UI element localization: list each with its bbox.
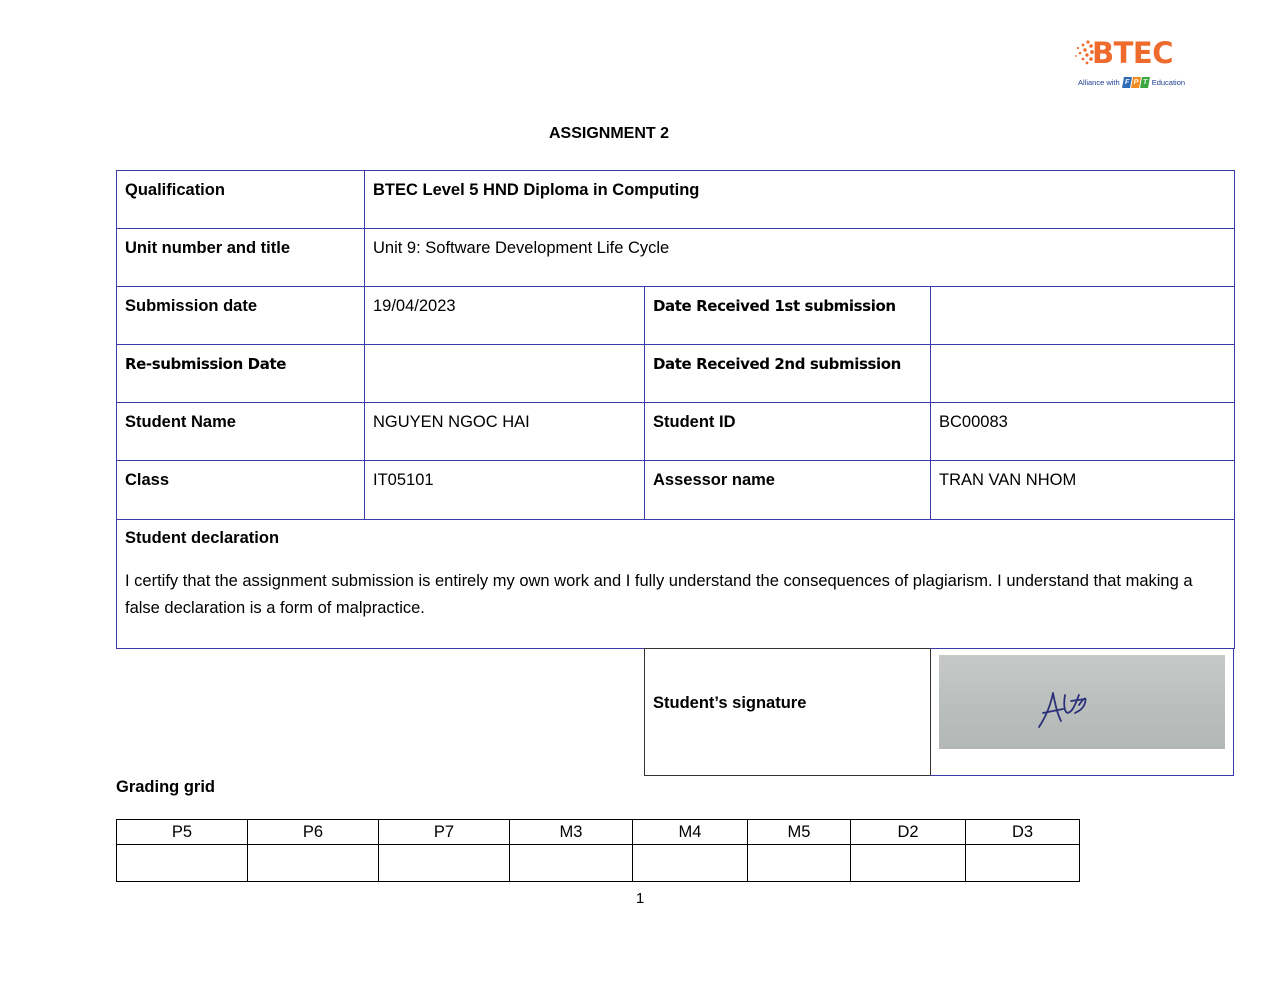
- grading-grid-title: Grading grid: [116, 778, 215, 796]
- submission-date-label: Submission date: [117, 287, 365, 345]
- page-number: 1: [635, 890, 645, 907]
- assessor-value: TRAN VAN NHOM: [931, 461, 1235, 520]
- student-name-value: NGUYEN NGOC HAI: [365, 403, 645, 461]
- logo-brand: BTEC: [1092, 36, 1173, 70]
- class-value: IT05101: [365, 461, 645, 520]
- grade-cell-m4: [633, 845, 748, 882]
- grade-header-d3: D3: [966, 820, 1080, 845]
- date-received-2-value: [931, 345, 1235, 403]
- signature-block: [644, 648, 1234, 776]
- signature-image: [939, 655, 1225, 749]
- unit-label: Unit number and title: [117, 229, 365, 287]
- signature-cell: [930, 648, 1234, 776]
- btec-logo: [1072, 36, 1184, 94]
- grade-header-p5: P5: [117, 820, 248, 845]
- fpt-p: P: [1131, 77, 1141, 88]
- student-id-value: BC00083: [931, 403, 1235, 461]
- submission-date-value: 19/04/2023: [365, 287, 645, 345]
- date-received-1-value: [931, 287, 1235, 345]
- education-text: Education: [1151, 78, 1186, 87]
- grading-grid: [116, 819, 1080, 882]
- grade-cell-d3: [966, 845, 1080, 882]
- grade-header-m4: M4: [633, 820, 748, 845]
- grade-header-m5: M5: [748, 820, 851, 845]
- grade-header-p7: P7: [379, 820, 510, 845]
- class-label: Class: [117, 461, 365, 520]
- signature-scribble-icon: [939, 655, 1225, 749]
- declaration-text: I certify that the assignment submission is entirely my own work and I fully understand the consequences of plagiarism. I understand that making a false declaration is a form of malpractice.: [125, 572, 1193, 617]
- student-declaration: [117, 520, 1235, 649]
- grade-cell-p7: [379, 845, 510, 882]
- qualification-value: BTEC Level 5 HND Diploma in Computing: [365, 171, 1235, 229]
- fpt-f: F: [1122, 77, 1132, 88]
- grade-cell-m5: [748, 845, 851, 882]
- grade-header-p6: P6: [248, 820, 379, 845]
- assessor-label: Assessor name: [645, 461, 931, 520]
- grade-cell-p6: [248, 845, 379, 882]
- student-id-label: Student ID: [645, 403, 931, 461]
- resubmission-date-value: [365, 345, 645, 403]
- logo-alliance: [1078, 77, 1185, 88]
- qualification-label: Qualification: [117, 171, 365, 229]
- signature-label: Student’s signature: [644, 648, 931, 776]
- date-received-1-label: Date Received 1st submission: [645, 287, 931, 345]
- date-received-2-label: Date Received 2nd submission: [645, 345, 931, 403]
- grade-header-d2: D2: [851, 820, 966, 845]
- grade-cell-d2: [851, 845, 966, 882]
- page-title: ASSIGNMENT 2: [548, 125, 669, 142]
- resubmission-date-label: Re-submission Date: [117, 345, 365, 403]
- fpt-t: T: [1140, 77, 1150, 88]
- alliance-text: Alliance with: [1078, 78, 1120, 87]
- student-name-label: Student Name: [117, 403, 365, 461]
- declaration-title: Student declaration: [125, 529, 280, 547]
- unit-value: Unit 9: Software Development Life Cycle: [365, 229, 1235, 287]
- assignment-info-table: [116, 170, 1235, 649]
- grade-cell-m3: [510, 845, 633, 882]
- grade-header-m3: M3: [510, 820, 633, 845]
- grade-cell-p5: [117, 845, 248, 882]
